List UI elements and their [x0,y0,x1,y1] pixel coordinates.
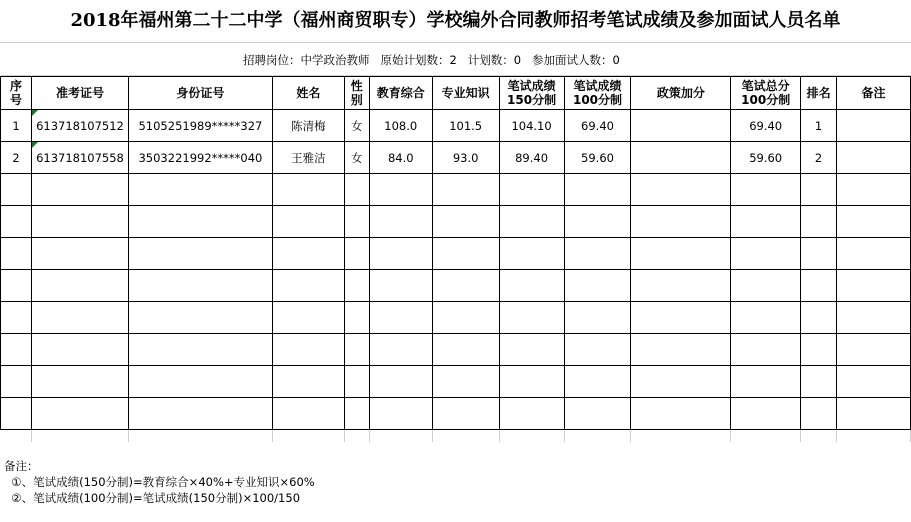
empty-cell[interactable] [731,174,801,206]
empty-cell[interactable] [499,302,564,334]
empty-cell[interactable] [432,270,499,302]
empty-cell[interactable] [272,334,344,366]
empty-cell[interactable] [801,334,837,366]
empty-cell[interactable] [344,270,369,302]
empty-cell[interactable] [499,366,564,398]
empty-cell[interactable] [272,174,344,206]
empty-cell[interactable] [837,398,911,430]
empty-cell[interactable] [128,174,272,206]
header-policy: 政策加分 [631,77,731,110]
empty-cell[interactable] [631,270,731,302]
empty-cell[interactable] [31,398,128,430]
empty-cell[interactable] [731,398,801,430]
empty-cell[interactable] [432,366,499,398]
empty-cell[interactable] [31,206,128,238]
cell-exam-no[interactable]: 613718107512 [31,110,128,142]
empty-cell[interactable] [564,302,631,334]
empty-cell[interactable] [564,238,631,270]
empty-cell[interactable] [801,238,837,270]
empty-cell[interactable] [499,398,564,430]
table-row [1,110,911,142]
empty-cell[interactable] [128,270,272,302]
empty-cell[interactable] [128,238,272,270]
empty-cell[interactable] [801,430,837,443]
empty-cell[interactable] [344,174,369,206]
empty-cell[interactable] [837,174,911,206]
empty-cell[interactable] [837,430,911,443]
empty-cell[interactable] [432,398,499,430]
header-name: 姓名 [272,77,344,110]
empty-cell[interactable] [272,238,344,270]
empty-row [1,238,911,270]
empty-row [1,334,911,366]
empty-cell[interactable] [837,270,911,302]
empty-cell[interactable] [731,430,801,443]
empty-cell[interactable] [369,270,432,302]
empty-cell[interactable] [631,174,731,206]
cell-edu[interactable]: 108.0 [369,110,432,142]
cell-major[interactable]: 93.0 [432,142,499,174]
empty-cell[interactable] [432,174,499,206]
notes-label: 备注： [4,459,39,473]
empty-cell[interactable] [369,206,432,238]
empty-cell[interactable] [31,174,128,206]
empty-cell[interactable] [837,334,911,366]
empty-cell[interactable] [128,206,272,238]
header-edu: 教育综合 [369,77,432,110]
empty-cell[interactable] [432,302,499,334]
empty-cell[interactable] [564,398,631,430]
empty-cell[interactable] [564,366,631,398]
empty-cell[interactable] [344,366,369,398]
cell-exam-no[interactable]: 613718107558 [31,142,128,174]
table-row [1,142,911,174]
empty-cell[interactable] [369,398,432,430]
empty-cell[interactable] [1,398,32,430]
empty-cell[interactable] [564,270,631,302]
empty-row [1,206,911,238]
notes-line-1: ①、笔试成绩(150分制)=教育综合×40%+专业知识×60% [4,475,315,489]
cell-written-150[interactable]: 104.10 [499,110,564,142]
cell-rank[interactable]: 2 [801,142,837,174]
cell-written-150[interactable]: 89.40 [499,142,564,174]
empty-cell[interactable] [31,366,128,398]
empty-cell[interactable] [1,238,32,270]
empty-cell[interactable] [272,206,344,238]
recruitment-info [0,45,911,76]
empty-cell[interactable] [499,334,564,366]
cell-gender[interactable]: 女 [344,142,369,174]
empty-cell[interactable] [1,366,32,398]
empty-row [1,174,911,206]
empty-cell[interactable] [731,270,801,302]
empty-cell[interactable] [631,366,731,398]
cell-written-100[interactable]: 59.60 [564,142,631,174]
empty-cell[interactable] [631,238,731,270]
header-exam-no: 准考证号 [31,77,128,110]
empty-cell[interactable] [31,270,128,302]
empty-cell[interactable] [369,174,432,206]
empty-cell[interactable] [801,302,837,334]
empty-cell[interactable] [344,238,369,270]
empty-cell[interactable] [564,430,631,443]
header-remark: 备注 [837,77,911,110]
empty-cell[interactable] [801,270,837,302]
empty-cell[interactable] [369,334,432,366]
empty-cell[interactable] [837,302,911,334]
cell-name[interactable]: 陈清梅 [272,110,344,142]
header-written-100: 笔试成绩100分制 [564,77,631,110]
empty-cell[interactable] [564,174,631,206]
empty-cell[interactable] [499,174,564,206]
empty-cell[interactable] [344,398,369,430]
cell-edu[interactable]: 84.0 [369,142,432,174]
empty-cell[interactable] [272,302,344,334]
empty-cell[interactable] [499,430,564,443]
cell-total[interactable]: 69.40 [731,110,801,142]
spacer-row [1,430,911,443]
empty-row [1,398,911,430]
cell-rank[interactable]: 1 [801,110,837,142]
header-seq: 序号 [1,77,32,110]
empty-cell[interactable] [128,366,272,398]
empty-cell[interactable] [631,206,731,238]
cell-total[interactable]: 59.60 [731,142,801,174]
recruitment-info-text: 招聘岗位：中学政治教师 原始计划数：2 计划数：0 参加面试人数：0 [243,53,620,67]
empty-cell[interactable] [1,302,32,334]
empty-cell[interactable] [801,366,837,398]
empty-cell[interactable] [801,398,837,430]
empty-cell[interactable] [344,334,369,366]
empty-cell[interactable] [344,206,369,238]
empty-cell[interactable] [631,334,731,366]
empty-cell[interactable] [499,270,564,302]
empty-cell[interactable] [631,302,731,334]
empty-row [1,270,911,302]
empty-cell[interactable] [499,238,564,270]
empty-row [1,302,911,334]
empty-cell[interactable] [499,206,564,238]
cell-remark[interactable] [837,142,911,174]
header-written-150: 笔试成绩150分制 [499,77,564,110]
cell-gender[interactable]: 女 [344,110,369,142]
header-rank: 排名 [801,77,837,110]
notes-section [4,458,315,506]
empty-cell[interactable] [631,398,731,430]
empty-cell[interactable] [432,430,499,443]
empty-cell[interactable] [128,398,272,430]
empty-cell[interactable] [128,430,272,443]
empty-cell[interactable] [272,430,344,443]
empty-cell[interactable] [128,302,272,334]
header-id-no: 身份证号 [128,77,272,110]
empty-cell[interactable] [837,206,911,238]
empty-cell[interactable] [344,302,369,334]
cell-name[interactable]: 王雅洁 [272,142,344,174]
empty-cell[interactable] [31,238,128,270]
cell-major[interactable]: 101.5 [432,110,499,142]
empty-cell[interactable] [564,206,631,238]
empty-cell[interactable] [369,366,432,398]
empty-cell[interactable] [731,366,801,398]
cell-id-no[interactable]: 5105251989*****327 [128,110,272,142]
empty-cell[interactable] [1,206,32,238]
empty-cell[interactable] [631,430,731,443]
cell-seq[interactable]: 2 [1,142,32,174]
empty-row [1,366,911,398]
cell-seq[interactable]: 1 [1,110,32,142]
page-title: 2018年福州第二十二中学（福州商贸职专）学校编外合同教师招考笔试成绩及参加面试人员名单 [0,0,911,43]
header-total: 笔试总分100分制 [731,77,801,110]
empty-cell[interactable] [369,302,432,334]
empty-cell[interactable] [432,334,499,366]
empty-cell[interactable] [128,334,272,366]
empty-cell[interactable] [1,270,32,302]
notes-line-2: ②、笔试成绩(100分制)=笔试成绩(150分制)×100/150 [4,491,301,505]
empty-cell[interactable] [369,238,432,270]
empty-cell[interactable] [1,334,32,366]
empty-cell[interactable] [731,206,801,238]
empty-cell[interactable] [1,430,32,443]
empty-cell[interactable] [731,238,801,270]
header-major: 专业知识 [432,77,499,110]
empty-cell[interactable] [272,270,344,302]
empty-cell[interactable] [564,334,631,366]
empty-cell[interactable] [1,174,32,206]
empty-cell[interactable] [272,398,344,430]
empty-cell[interactable] [31,302,128,334]
header-gender: 性别 [344,77,369,110]
cell-remark[interactable] [837,110,911,142]
score-table [0,76,911,442]
empty-cell[interactable] [369,430,432,443]
table-header-row [1,77,911,110]
empty-cell[interactable] [731,302,801,334]
empty-cell[interactable] [31,430,128,443]
empty-cell[interactable] [31,334,128,366]
empty-cell[interactable] [837,366,911,398]
empty-cell[interactable] [801,174,837,206]
empty-cell[interactable] [432,238,499,270]
cell-policy[interactable] [631,142,731,174]
cell-written-100[interactable]: 69.40 [564,110,631,142]
empty-cell[interactable] [272,366,344,398]
cell-policy[interactable] [631,110,731,142]
empty-cell[interactable] [432,206,499,238]
empty-cell[interactable] [731,334,801,366]
cell-id-no[interactable]: 3503221992*****040 [128,142,272,174]
empty-cell[interactable] [837,238,911,270]
empty-cell[interactable] [344,430,369,443]
empty-cell[interactable] [801,206,837,238]
